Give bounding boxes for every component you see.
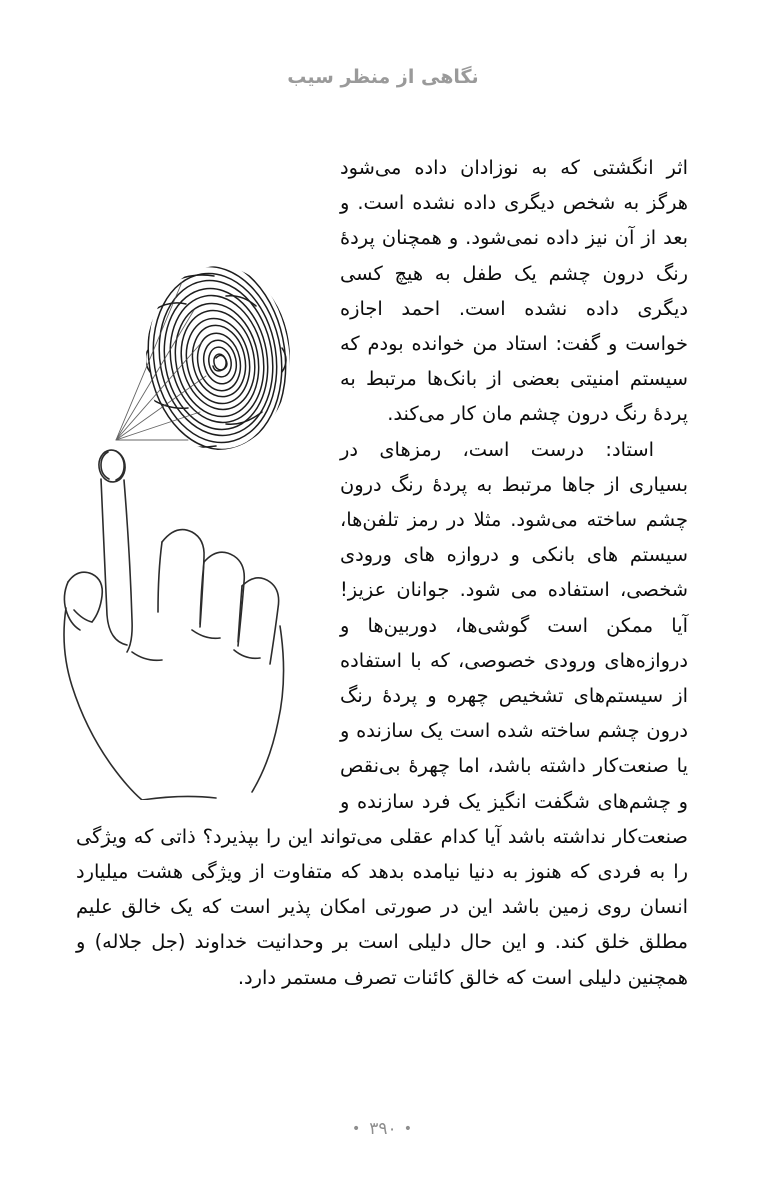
paragraph-one: اثر انگشتی که به نوزادان داده می‌شود هرگز به شخص دیگری داده نشده است. و بعد از آن نیز داده نمی‌شود. و همچنان پردهٔ رنگ درون چشم یک طفل به هیچ کسی دیگری داده نشده است. احمد اجازه خواست و گفت: استاد من خوانده بودم که سیستم امنیتی بعضی از بانک‌ها مرتبط به پردهٔ رنگ درون چشم مان کار می‌کند.	[340, 156, 688, 426]
body-text-column	[76, 150, 688, 995]
folio-page-number: ۳۹۰	[369, 1119, 397, 1139]
page-folio	[0, 1119, 766, 1139]
folio-left-dot: •	[403, 1121, 414, 1137]
paragraph-two: استاد: درست است، رمزهای در بسیاری از جاها مرتبط به پردهٔ رنگ درون چشم ساخته می‌شود. مثلا در رمز تلفن‌ها، سیستم های بانکی و دروازه های ورودی شخصی، استفاده می شود. جوانان عزیز! آیا ممکن است گوشی‌ها، دوربین‌ها و دروازه‌های ورودی خصوصی، که با استفاده از سیستم‌های تشخیص چهره و پردهٔ رنگ درون چشم ساخته شده است یک سازنده و یا صنعت‌کار داشته باشد، اما چهرهٔ بی‌نقص و چشم‌های شگفت انگیز یک فرد سازنده و صنعت‌کار نداشته باشد آیا کدام عقلی می‌تواند این را بپذیرد؟ ذاتی که ویژگی را به فردی که هنوز به دنیا نیامده بدهد که متفاوت از ویژگی هشت میلیارد انسان روی زمین باشد این در صورتی امکان پذیر است که یک خالق علیم مطلق خلق کند. و این حال دلیلی است بر وحدانیت خداوند (جل جلاله) و همچنین دلیلی است که خالق کائنات تصرف مستمر دارد.	[76, 437, 688, 989]
folio-right-dot: •	[352, 1121, 363, 1137]
fingerprint-hand-figure	[76, 190, 326, 790]
running-header: نگاهی از منظر سیب	[287, 66, 479, 88]
